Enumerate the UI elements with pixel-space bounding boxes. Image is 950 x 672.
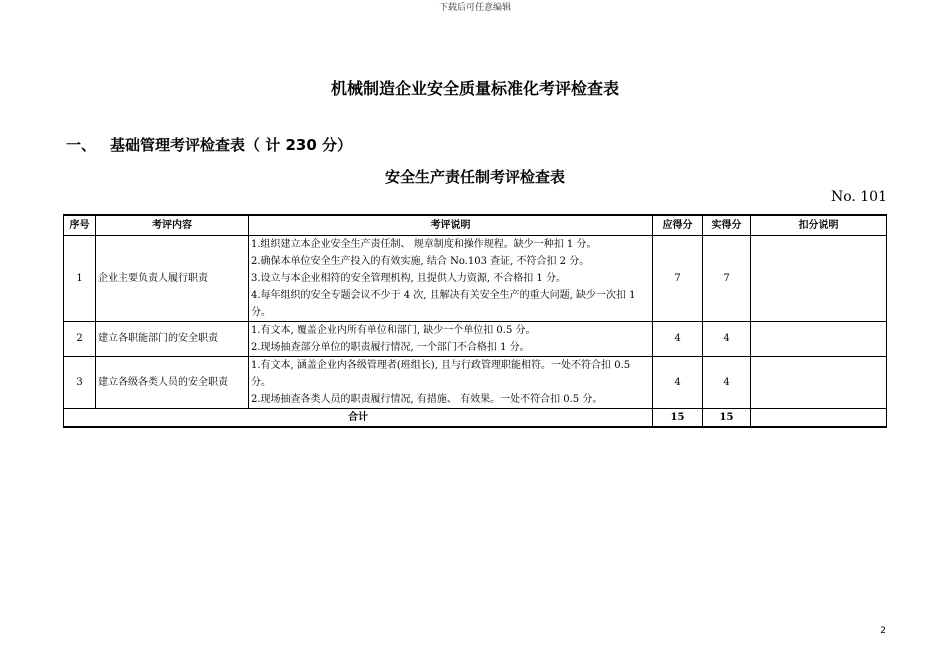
row-description xyxy=(249,321,653,356)
row-score-actual: 7 xyxy=(703,235,751,321)
table-row xyxy=(64,356,887,408)
row-content: 建立各职能部门的安全职责 xyxy=(96,321,249,356)
row-score-due: 7 xyxy=(653,235,703,321)
description-item: 2.确保本单位安全生产投入的有效实施, 结合 No.103 查证, 不符合扣 2 分。 xyxy=(251,255,590,267)
header-serial-no: 序号 xyxy=(64,215,96,235)
total-label: 合计 xyxy=(64,408,653,427)
row-description xyxy=(249,235,653,321)
section-number: 一、 xyxy=(66,136,97,154)
row-description xyxy=(249,356,653,408)
description-item: 1.有文本, 涵盖企业内各级管理者(班组长), 且与行政管理职能相符。一处不符合扣 0.5 分。 xyxy=(251,359,631,388)
row-deduction-note xyxy=(751,356,887,408)
row-deduction-note xyxy=(751,321,887,356)
row-serial-no: 2 xyxy=(64,321,96,356)
section-title-text: 基础管理考评检查表（ 计 230 分） xyxy=(110,136,352,154)
row-serial-no: 1 xyxy=(64,235,96,321)
document-number: No. 101 xyxy=(830,189,887,205)
table-title: 安全生产责任制考评检查表 xyxy=(384,168,565,186)
header-score-due: 应得分 xyxy=(653,215,703,235)
description-item: 3.设立与本企业相符的安全管理机构, 且提供人力资源, 不合格扣 1 分。 xyxy=(251,272,566,284)
description-item: 2.现场抽查部分单位的职责履行情况, 一个部门不合格扣 1 分。 xyxy=(251,341,530,353)
header-note: 下载后可任意编辑 xyxy=(438,3,511,13)
row-deduction-note xyxy=(751,235,887,321)
table-row xyxy=(64,321,887,356)
description-item: 2.现场抽查各类人员的职责履行情况, 有措施、 有效果。一处不符合扣 0.5 分。 xyxy=(251,393,603,405)
table-header-row xyxy=(64,215,887,235)
description-item: 1.有文本, 覆盖企业内所有单位和部门, 缺少一个单位扣 0.5 分。 xyxy=(251,324,536,336)
header-score-actual: 实得分 xyxy=(703,215,751,235)
total-row xyxy=(64,408,887,427)
row-content: 企业主要负责人履行职责 xyxy=(96,235,249,321)
document-title: 机械制造企业安全质量标准化考评检查表 xyxy=(330,79,619,98)
row-score-due: 4 xyxy=(653,321,703,356)
evaluation-table xyxy=(63,214,887,428)
total-score-due: 15 xyxy=(653,408,703,427)
row-score-actual: 4 xyxy=(703,321,751,356)
row-content: 建立各级各类人员的安全职责 xyxy=(96,356,249,408)
header-description: 考评说明 xyxy=(249,215,653,235)
table-row xyxy=(64,235,887,321)
row-score-actual: 4 xyxy=(703,356,751,408)
section-heading xyxy=(66,134,352,155)
description-item: 4.每年组织的安全专题会议不少于 4 次, 且解决有关安全生产的重大问题, 缺少一次扣 1 分。 xyxy=(251,289,636,318)
total-deduction-note xyxy=(751,408,887,427)
description-item: 1.组织建立本企业安全生产责任制、 规章制度和操作规程。缺少一种扣 1 分。 xyxy=(251,238,597,250)
header-deduction-note: 扣分说明 xyxy=(751,215,887,235)
row-serial-no: 3 xyxy=(64,356,96,408)
page-number: 2 xyxy=(880,626,886,636)
row-score-due: 4 xyxy=(653,356,703,408)
total-score-actual: 15 xyxy=(703,408,751,427)
header-content: 考评内容 xyxy=(96,215,249,235)
